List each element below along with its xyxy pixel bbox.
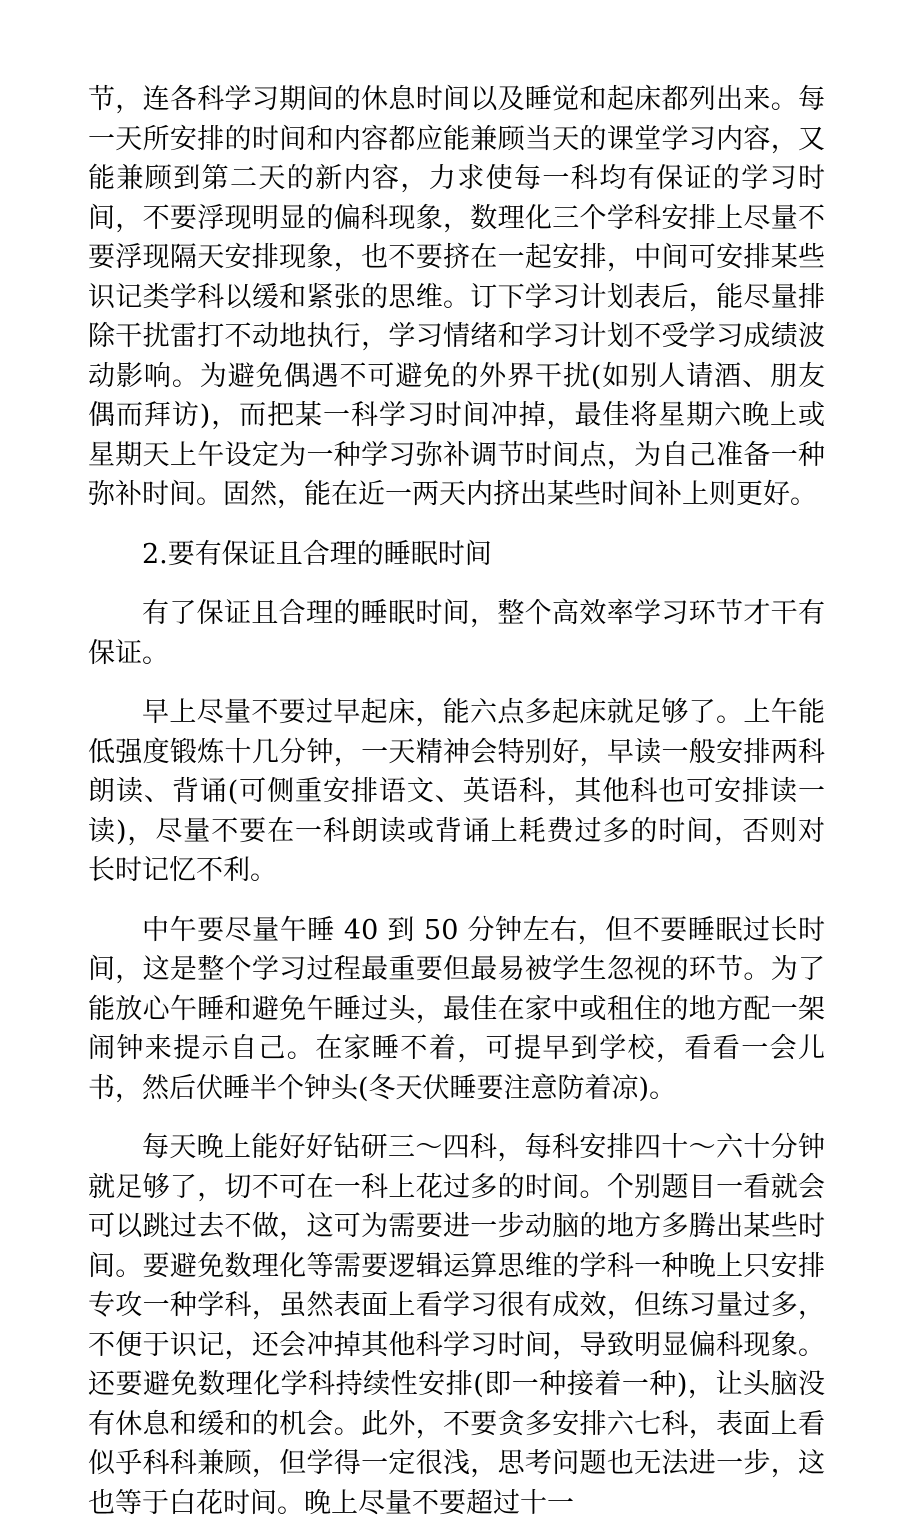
paragraph-morning-routine: 早上尽量不要过早起床，能六点多起床就足够了。上午能低强度锻炼十几分钟，一天精神会特别好，早读一般安排两科朗读、背诵(可侧重安排语文、英语科，其他科也可安排读一读)，尽量不要在一科朗读或背诵上耗费过多的时间，否则对长时记忆不利。 bbox=[88, 697, 825, 886]
section-heading-sleep: 2.要有保证且合理的睡眠时间 bbox=[142, 538, 492, 570]
paragraph-sleep-importance: 有了保证且合理的睡眠时间，整个高效率学习环节才干有保证。 bbox=[88, 598, 825, 669]
paragraph-noon-nap: 中午要尽量午睡 40 到 50 分钟左右，但不要睡眠过长时间，这是整个学习过程最重要但最易被学生忽视的环节。为了能放心午睡和避免午睡过头，最佳在家中或租住的地方配一架闹钟来提示自己。在家睡不着，可提早到学校，看看一会儿书，然后伏睡半个钟头(冬天伏睡要注意防着凉)。 bbox=[88, 914, 825, 1104]
paragraph-evening-study: 每天晚上能好好钻研三～四科，每科安排四十～六十分钟就足够了，切不可在一科上花过多的时间。个别题目一看就会可以跳过去不做，这可为需要进一步动脑的地方多腾出某些时间。要避免数理化等需要逻辑运算思维的学科一种晚上只安排专攻一种学科，虽然表面上看学习很有成效，但练习量过多，不便于识记，还会冲掉其他科学习时间，导致明显偏科现象。还要避免数理化学科持续性安排(即一种接着一种)，让头脑没有休息和缓和的机会。此外，不要贪多安排六七科，表面上看似乎科科兼顾，但学得一定很浅，思考问题也无法进一步，这也等于白花时间。晚上尽量不要超过十一 bbox=[88, 1132, 825, 1519]
paragraph-study-plan-continued: 节，连各科学习期间的休息时间以及睡觉和起床都列出来。每一天所安排的时间和内容都应能兼顾当天的课堂学习内容，又能兼顾到第二天的新内容，力求使每一科均有保证的学习时间，不要浮现明显的偏科现象，数理化三个学科安排上尽量不要浮现隔天安排现象，也不要挤在一起安排，中间可安排某些识记类学科以缓和紧张的思维。订下学习计划表后，能尽量排除干扰雷打不动地执行，学习情绪和学习计划不受学习成绩波动影响。为避免偶遇不可避免的外界干扰(如别人请酒、朋友偶而拜访)，而把某一科学习时间冲掉，最佳将星期六晚上或星期天上午设定为一种学习弥补调节时间点，为自己准备一种弥补时间。固然，能在近一两天内挤出某些时间补上则更好。 bbox=[88, 84, 825, 510]
